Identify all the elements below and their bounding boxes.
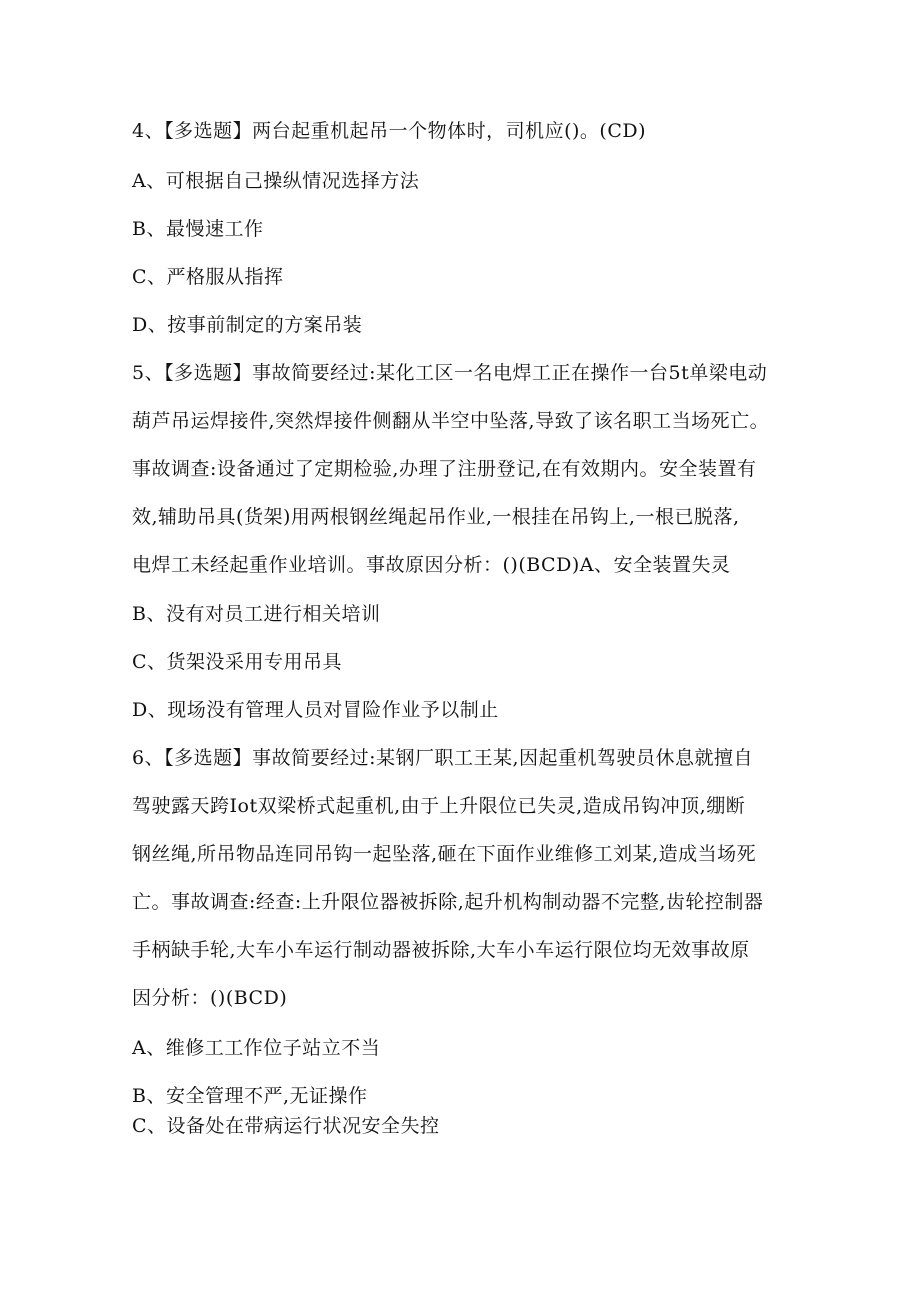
question-5-option-d: D、现场没有管理人员对冒险作业予以制止 bbox=[132, 699, 499, 721]
question-4-option-d: D、按事前制定的方案吊装 bbox=[132, 314, 363, 336]
question-6-text-line-2: 驾驶露天跨Iot双梁桥式起重机,由于上升限位已失灵,造成吊钩冲顶,绷断 bbox=[132, 795, 746, 817]
question-6-text-line-4: 亡。事故调查:经查:上升限位器被拆除,起升机构制动器不完整,齿轮控制器 bbox=[132, 891, 764, 913]
question-5-text-line-4: 效,辅助吊具(货架)用两根钢丝绳起吊作业,一根挂在吊钩上,一根已脱落, bbox=[132, 506, 740, 528]
question-6-option-b: B、安全管理不严,无证操作 bbox=[132, 1085, 368, 1107]
question-6-text-line-1: 6、【多选题】事故简要经过:某钢厂职工王某,因起重机驾驶员休息就擅自 bbox=[132, 747, 754, 769]
question-5-text-line-3: 事故调查:设备通过了定期检验,办理了注册登记,在有效期内。安全装置有 bbox=[132, 458, 757, 480]
question-4-text: 4、【多选题】两台起重机起吊一个物体时，司机应()。(CD) bbox=[132, 120, 647, 142]
question-4-option-c: C、严格服从指挥 bbox=[132, 266, 284, 288]
question-5-text-line-5: 电焊工未经起重作业培训。事故原因分析：()(BCD)A、安全装置失灵 bbox=[132, 554, 731, 576]
question-4-option-b: B、最慢速工作 bbox=[132, 218, 264, 240]
question-6-text-line-6: 因分析：()(BCD) bbox=[132, 987, 288, 1009]
question-6-option-c: C、设备处在带病运行状况安全失控 bbox=[132, 1115, 440, 1137]
question-6-text-line-5: 手柄缺手轮,大车小车运行制动器被拆除,大车小车运行限位均无效事故原 bbox=[132, 939, 750, 961]
question-6-option-a: A、维修工工作位子站立不当 bbox=[132, 1037, 381, 1059]
question-5-text-line-1: 5、【多选题】事故简要经过:某化工区一名电焊工正在操作一台5t单梁电动 bbox=[132, 362, 768, 384]
question-5-option-c: C、货架没采用专用吊具 bbox=[132, 651, 343, 673]
question-6-text-line-3: 钢丝绳,所吊物品连同吊钩一起坠落,砸在下面作业维修工刘某,造成当场死 bbox=[132, 843, 757, 865]
question-4-option-a: A、可根据自己操纵情况选择方法 bbox=[132, 170, 420, 192]
question-5-option-b: B、没有对员工进行相关培训 bbox=[132, 603, 381, 625]
question-5-text-line-2: 葫芦吊运焊接件,突然焊接件侧翻从半空中坠落,导致了该名职工当场死亡。 bbox=[132, 410, 770, 432]
